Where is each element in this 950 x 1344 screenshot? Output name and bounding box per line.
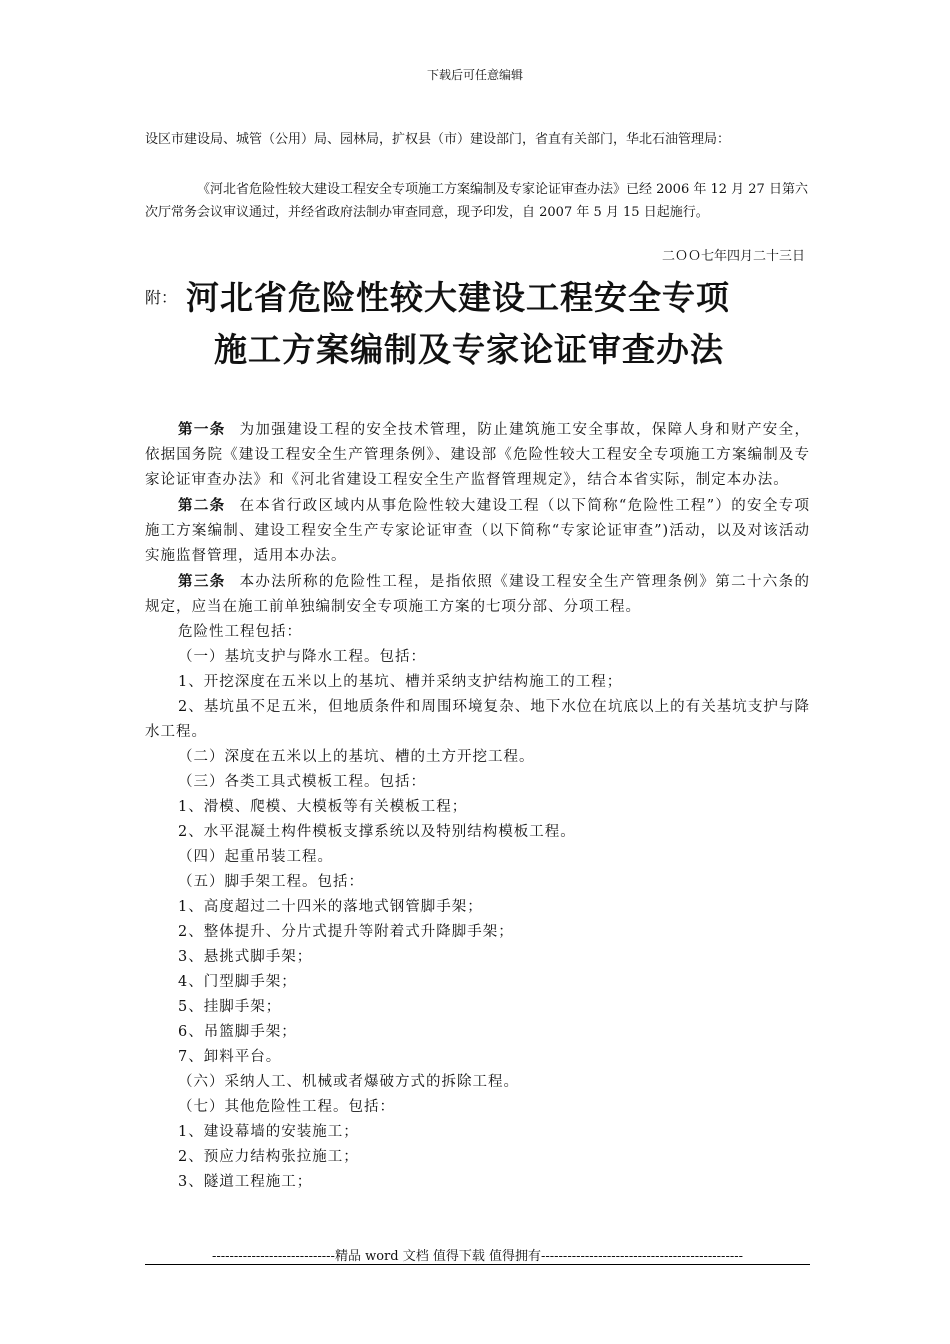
list-item: 1、高度超过二十四米的落地式钢管脚手架； [178, 899, 483, 915]
document-title-line-1: 河北省危险性较大建设工程安全专项 [186, 278, 730, 317]
list-item: 2、整体提升、分片式提升等附着式升降脚手架； [178, 924, 514, 940]
issue-date: 二ＯＯ七年四月二十三日 [661, 249, 805, 264]
document-title-line-2: 施工方案编制及专家论证审查办法 [214, 330, 724, 369]
article-3 [145, 569, 810, 620]
addressee-line: 设区市建设局、城管（公用）局、园林局，扩权县（市）建设部门，省直有关部门，华北石油管理局： [145, 132, 731, 147]
list-item: （五）脚手架工程。包括： [178, 874, 364, 890]
list-item: 2、预应力结构张拉施工； [178, 1149, 359, 1165]
annex-label: 附： [145, 288, 178, 307]
list-item: 5、挂脚手架； [178, 999, 282, 1015]
list-item: （四）起重吊装工程。 [178, 849, 333, 865]
article-text: 在本省行政区域内从事危险性较大建设工程（以下简称“危险性工程”）的安全专项施工方案编制、建设工程安全生产专家论证审查（以下简称“专家论证审查”)活动，以及对该活动实施监督管理，适用本办法。 [145, 498, 810, 564]
document-body [145, 417, 810, 1195]
list-item: （六）采纳人工、机械或者爆破方式的拆除工程。 [178, 1074, 519, 1090]
list-item: （一）基坑支护与降水工程。包括： [178, 649, 426, 665]
article-2 [145, 493, 810, 569]
list-item: 3、隧道工程施工； [178, 1174, 313, 1190]
article-1 [145, 417, 810, 493]
article-text: 本办法所称的危险性工程，是指依照《建设工程安全生产管理条例》第二十六条的规定，应当在施工前单独编制安全专项施工方案的七项分部、分项工程。 [145, 574, 811, 615]
list-item: 1、滑模、爬模、大模板等有关模板工程； [178, 799, 468, 815]
intro-paragraph: 《河北省危险性较大建设工程安全专项施工方案编制及专家论证审查办法》已经 2006 年 12 月 27 日第六次厅常务会议审议通过，并经省政府法制办审查同意，现予印发，自 2007 年 5 月 15 日起施行。 [145, 182, 808, 220]
list-item: 1、建设幕墙的安装施工； [178, 1124, 359, 1140]
list-item: 2、水平混凝土构件模板支撑系统以及特别结构模板工程。 [178, 824, 576, 840]
article-label: 第三条 [178, 573, 226, 590]
list-item: 危险性工程包括： [178, 624, 302, 640]
list-item: 4、门型脚手架； [178, 974, 297, 990]
list-item: （二）深度在五米以上的基坑、槽的土方开挖工程。 [178, 749, 535, 765]
header-note: 下载后可任意编辑 [426, 68, 523, 82]
list-item: 3、悬挑式脚手架； [178, 949, 313, 965]
list-item: （三）各类工具式模板工程。包括： [178, 774, 426, 790]
article-text: 为加强建设工程的安全技术管理，防止建筑施工安全事故，保障人身和财产安全，依据国务院《建设工程安全生产管理条例》、建设部《危险性较大工程安全专项施工方案编制及专家论证审查办法》和《河北省建设工程安全生产监督管理规定》，结合本省实际，制定本办法。 [145, 422, 811, 488]
list-item: 6、吊篮脚手架； [178, 1024, 297, 1040]
list-item: 7、卸料平台。 [178, 1049, 282, 1065]
list-item: 2、基坑虽不足五米，但地质条件和周围环境复杂、地下水位在坑底以上的有关基坑支护与降水工程。 [145, 699, 810, 740]
footer-note: ----------------------------精品 word 文档 值得下载 值得拥有---------------------------------------------- [211, 1249, 744, 1264]
footer-divider [145, 1264, 810, 1265]
article-label: 第二条 [178, 497, 226, 514]
article-label: 第一条 [178, 421, 226, 438]
list-item: （七）其他危险性工程。包括： [178, 1099, 395, 1115]
list-item: 1、开挖深度在五米以上的基坑、槽并采纳支护结构施工的工程； [178, 674, 623, 690]
